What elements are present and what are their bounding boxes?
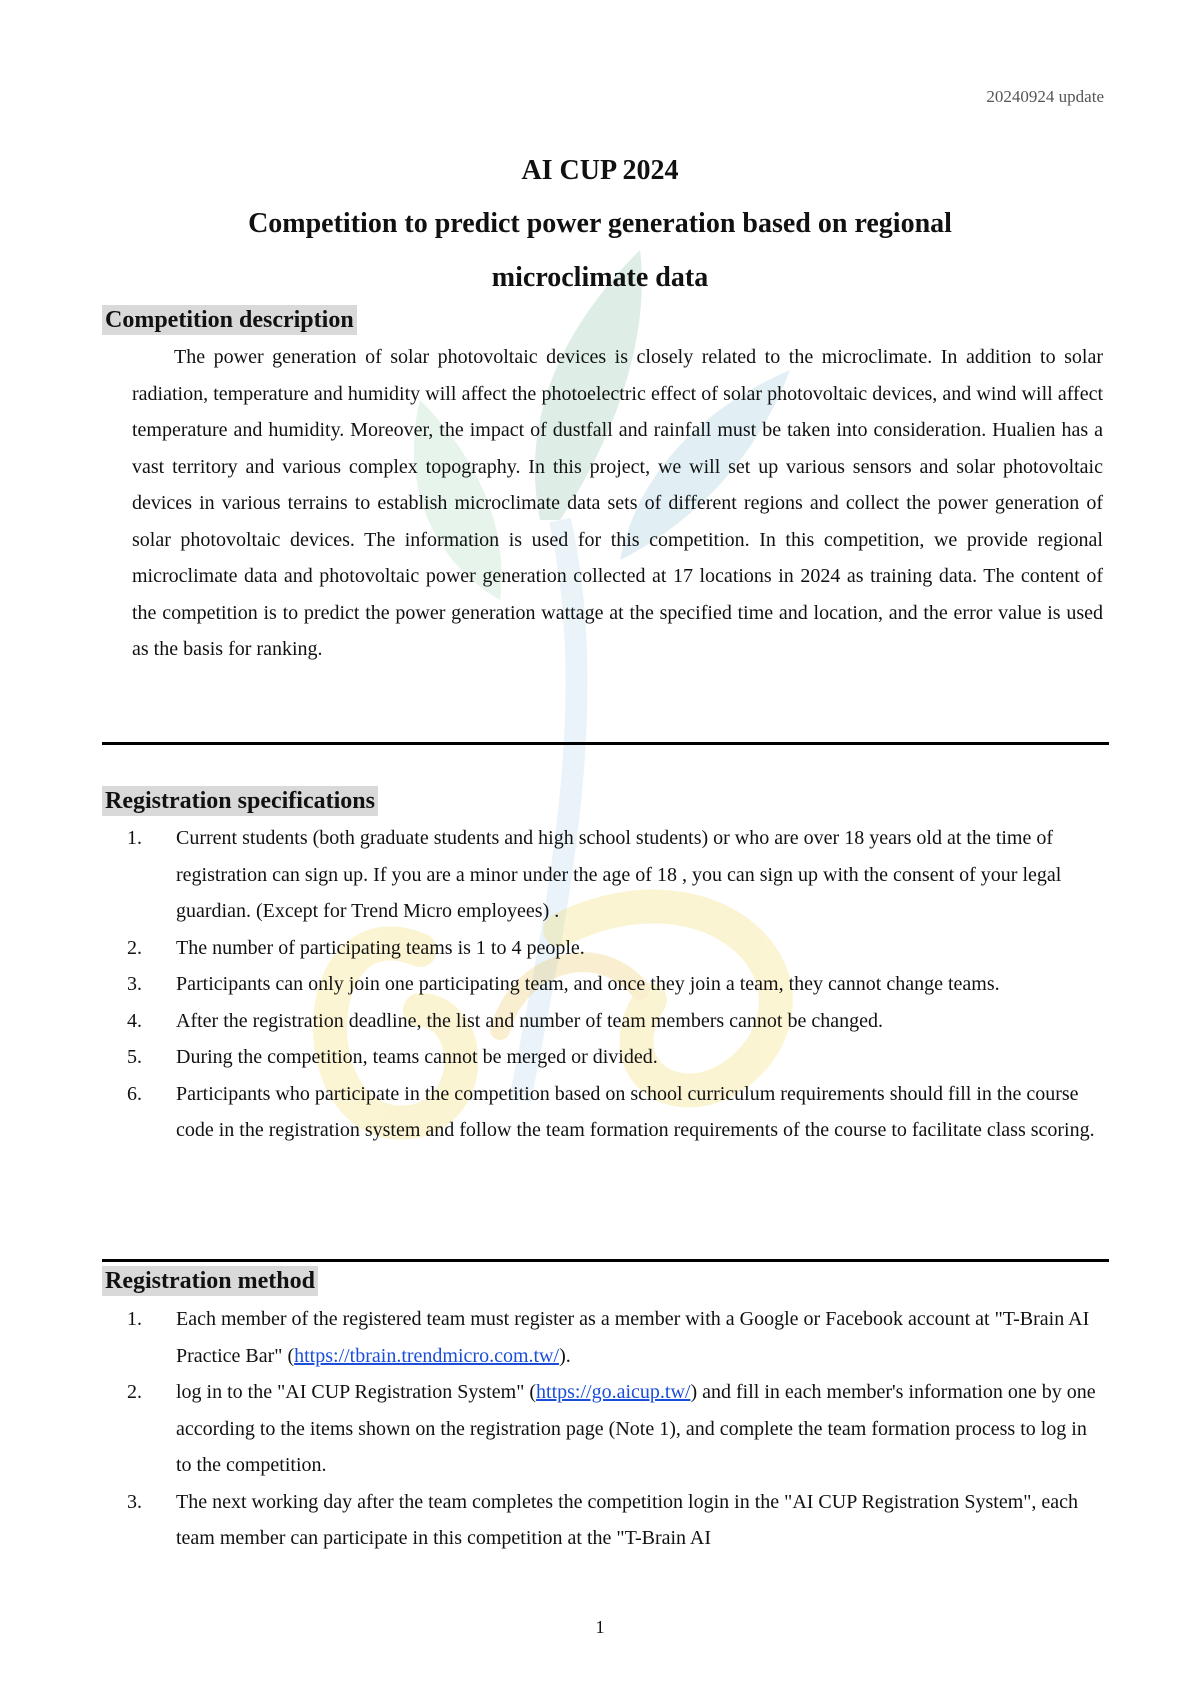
list-item: 3. Participants can only join one participating team, and once they join a team, they cannot change teams. [127, 973, 1000, 995]
list-item: 5. During the competition, teams cannot be merged or divided. [127, 1046, 658, 1068]
update-note: 20240924 update [986, 87, 1104, 106]
section-heading-competition-description: Competition description [102, 305, 357, 335]
list-item: 1. Current students (both graduate students and high school students) or who are over 18 years old at the time of registration can sign up. If you are a minor under the age of 18 , you can sign up with the consent of your legal guardian. (Except for Trend Micro employees) . [127, 827, 1062, 922]
list-item: 2. log in to the "AI CUP Registration System" (https://go.aicup.tw/) and fill in each member's information one by one according to the items shown on the registration page (Note 1), and complete the team formation process to log in to the competition. [127, 1381, 1096, 1476]
competition-description-paragraph: The power generation of solar photovoltaic devices is closely related to the microclimate. In addition to solar radiation, temperature and humidity will affect the photoelectric effect of solar photovoltaic devices, and wind will affect temperature and humidity. Moreover, the impact of dustfall and rainfall must be taken into consideration. Hualien has a vast territory and various complex topography. In this project, we will set up various sensors and solar photovoltaic devices in various terrains to establish microclimate data sets of different regions and collect the power generation of solar photovoltaic devices. The information is used for this competition. In this competition, we provide regional microclimate data and photovoltaic power generation collected at 17 locations in 2024 as training data. The content of the competition is to predict the power generation wattage at the specified time and location, and the error value is used as the basis for ranking. [132, 346, 1103, 660]
aicup-registration-link[interactable]: https://go.aicup.tw/ [536, 1381, 691, 1403]
document-subtitle-line1: Competition to predict power generation based on regional [248, 208, 952, 239]
document-title: AI CUP 2024 [521, 155, 679, 186]
page-number: 1 [595, 1617, 605, 1637]
document-subtitle-line2: microclimate data [491, 262, 709, 293]
list-item: 1. Each member of the registered team must register as a member with a Google or Facebook account at "T-Brain AI Practice Bar" (https://tbrain.trendmicro.com.tw/). [127, 1308, 1090, 1367]
section-divider [102, 742, 1109, 745]
section-heading-registration-method: Registration method [102, 1266, 318, 1296]
list-item: 6. Participants who participate in the competition based on school curriculum requirements should fill in the course code in the registration system and follow the team formation requirements of the course to facilitate class scoring. [127, 1082, 1095, 1141]
section-heading-registration-specifications: Registration specifications [102, 786, 378, 816]
section-divider [102, 1259, 1109, 1262]
registration-specifications-list [124, 820, 1104, 1149]
list-item: 4. After the registration deadline, the list and number of team members cannot be changed. [127, 1009, 883, 1032]
tbrain-link[interactable]: https://tbrain.trendmicro.com.tw/ [294, 1344, 560, 1367]
list-item: 3. The next working day after the team completes the competition login in the "AI CUP Registration System", each team member can participate in this competition at the "T-Brain AI [127, 1490, 1079, 1549]
list-item: 2. The number of participating teams is 1 to 4 people. [127, 936, 585, 959]
registration-method-list [124, 1301, 1104, 1557]
